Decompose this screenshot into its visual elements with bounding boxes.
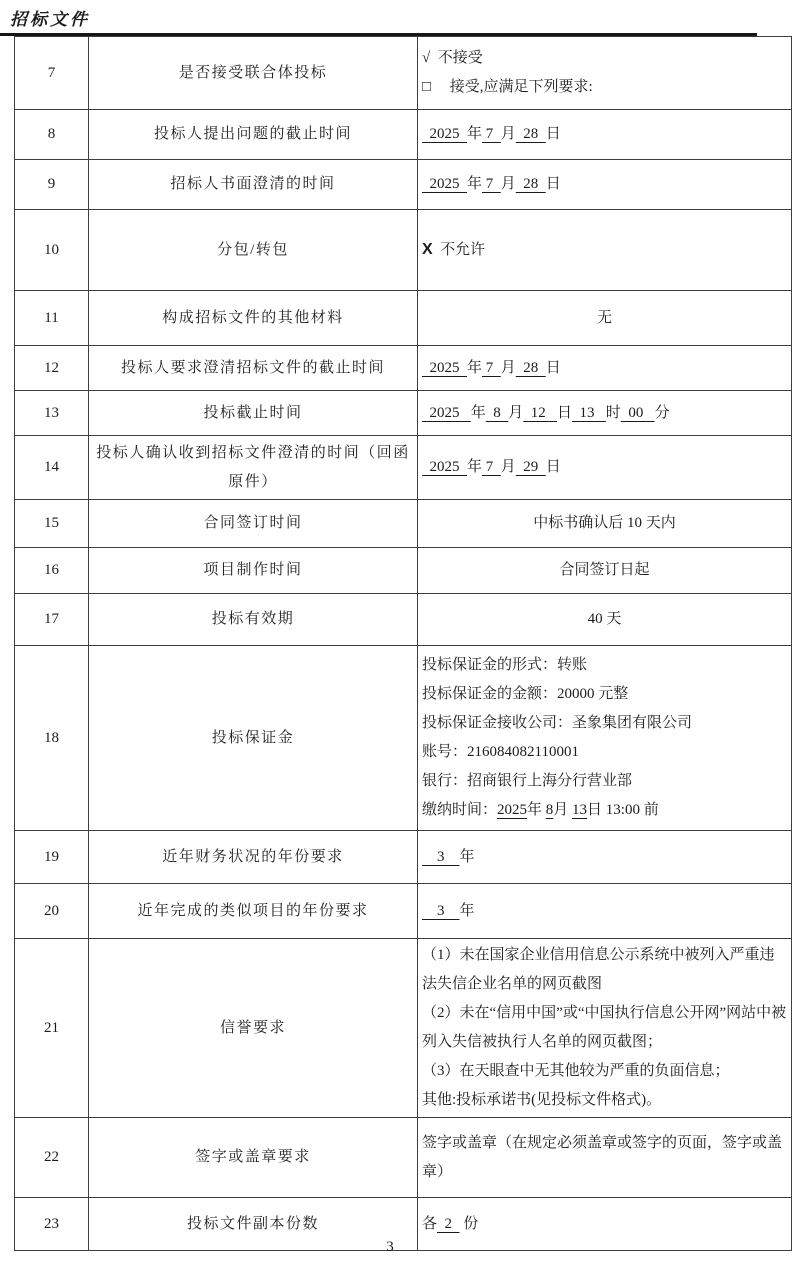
row-label-cell bbox=[89, 37, 418, 110]
blank-underline: 7 bbox=[482, 459, 501, 475]
row-value-cell bbox=[418, 110, 792, 160]
row-value bbox=[422, 453, 787, 482]
table-row bbox=[15, 436, 792, 500]
row-number: 14 bbox=[44, 459, 59, 475]
blank-underline: 7 bbox=[482, 359, 501, 376]
row-value bbox=[422, 897, 787, 926]
value-line bbox=[422, 453, 787, 482]
value-line bbox=[422, 170, 787, 199]
row-number-cell bbox=[15, 884, 89, 939]
row-number-cell bbox=[15, 594, 89, 646]
row-value-cell bbox=[418, 391, 792, 436]
text-segment: 无 bbox=[596, 309, 612, 326]
value-line bbox=[422, 399, 787, 428]
row-number: 8 bbox=[47, 126, 56, 142]
row-value bbox=[422, 1129, 787, 1187]
table-row bbox=[15, 110, 792, 160]
row-value-cell bbox=[418, 548, 792, 594]
value-line bbox=[422, 44, 787, 73]
blank-underline: 28 bbox=[515, 176, 546, 192]
row-label: 投标文件副本份数 bbox=[186, 1215, 319, 1232]
blank-underline: 00 bbox=[620, 404, 655, 421]
row-value-cell bbox=[418, 594, 792, 646]
table-row bbox=[15, 210, 792, 291]
text-segment: 年 bbox=[527, 802, 546, 818]
row-number-cell bbox=[15, 939, 89, 1118]
text-segment: 中标书确认后 10 天内 bbox=[533, 515, 676, 531]
value-line bbox=[422, 1057, 787, 1086]
row-value bbox=[422, 304, 787, 333]
row-label: 分包/转包 bbox=[217, 241, 289, 258]
row-value-cell bbox=[418, 646, 792, 831]
text-segment: 40 天 bbox=[587, 611, 622, 627]
row-number: 17 bbox=[44, 611, 59, 627]
table-row bbox=[15, 37, 792, 110]
value-line bbox=[422, 1210, 787, 1239]
value-line bbox=[422, 651, 787, 680]
value-line bbox=[422, 680, 787, 709]
table-row bbox=[15, 831, 792, 884]
table-row bbox=[15, 884, 792, 939]
tender-parameters-table bbox=[14, 36, 792, 1251]
row-label: 投标有效期 bbox=[211, 611, 295, 628]
row-number: 22 bbox=[44, 1149, 59, 1165]
header-title: 招标文件 bbox=[10, 10, 90, 29]
row-number-cell bbox=[15, 391, 89, 436]
blank-underline: 13 bbox=[572, 802, 588, 818]
text-segment: 其他:投标承诺书(见投标文件格式)。 bbox=[422, 1092, 662, 1108]
row-value-cell bbox=[418, 291, 792, 346]
row-value bbox=[422, 235, 787, 265]
text-segment: 日 bbox=[557, 404, 573, 421]
value-line bbox=[422, 796, 787, 825]
row-label-cell bbox=[89, 391, 418, 436]
text-segment: （2）未在“信用中国”或“中国执行信息公开网”网站中被列入失信被执行人名单的网页截图； bbox=[422, 1005, 787, 1050]
row-label: 项目制作时间 bbox=[203, 562, 303, 579]
row-value-cell bbox=[418, 831, 792, 884]
blank-underline: 13 bbox=[572, 404, 606, 421]
page-number: 3 bbox=[386, 1239, 394, 1255]
row-value-cell bbox=[418, 884, 792, 939]
row-number-cell bbox=[15, 210, 89, 291]
value-line bbox=[422, 509, 787, 538]
row-value bbox=[422, 1210, 787, 1239]
row-label-cell bbox=[89, 548, 418, 594]
table-row bbox=[15, 391, 792, 436]
row-number-cell bbox=[15, 500, 89, 548]
row-label: 投标人要求澄清招标文件的截止时间 bbox=[120, 359, 385, 376]
table-row bbox=[15, 594, 792, 646]
row-label: 构成招标文件的其他材料 bbox=[162, 309, 344, 326]
row-label-cell bbox=[89, 500, 418, 548]
row-number: 11 bbox=[44, 309, 59, 326]
text-segment: 缴纳时间： bbox=[422, 802, 498, 818]
row-number: 23 bbox=[44, 1215, 59, 1232]
row-value-cell bbox=[418, 346, 792, 391]
text-segment: 月 bbox=[500, 176, 516, 192]
blank-underline: 3 bbox=[422, 902, 460, 919]
table-row bbox=[15, 291, 792, 346]
blank-underline: 8 bbox=[545, 802, 554, 818]
value-line bbox=[422, 354, 787, 383]
text-segment: 日 bbox=[545, 126, 561, 142]
value-line bbox=[422, 73, 787, 102]
row-label: 投标人确认收到招标文件澄清的时间（回函原件） bbox=[96, 445, 410, 490]
row-label-cell bbox=[89, 210, 418, 291]
document-footer bbox=[14, 1239, 766, 1256]
text-segment: 月 bbox=[500, 126, 516, 142]
row-label-cell bbox=[89, 291, 418, 346]
table-row bbox=[15, 939, 792, 1118]
row-number-cell bbox=[15, 436, 89, 500]
row-value-cell bbox=[418, 210, 792, 291]
text-segment: 年 bbox=[467, 126, 483, 142]
row-value-cell bbox=[418, 37, 792, 110]
row-value bbox=[422, 651, 787, 825]
blank-underline: 2025 bbox=[422, 359, 467, 376]
value-line bbox=[422, 1086, 787, 1115]
blank-underline: 7 bbox=[482, 126, 501, 142]
blank-underline: 7 bbox=[482, 176, 501, 192]
table-row bbox=[15, 1118, 792, 1198]
text-segment: 合同签订日起 bbox=[559, 562, 650, 578]
row-number-cell bbox=[15, 291, 89, 346]
row-number: 18 bbox=[44, 729, 59, 746]
row-label: 信誉要求 bbox=[219, 1019, 286, 1036]
value-line bbox=[422, 709, 787, 738]
text-segment: 年 bbox=[459, 848, 475, 865]
text-segment: 日 13:00 前 bbox=[587, 802, 659, 818]
row-value bbox=[422, 44, 787, 102]
text-segment: 日 bbox=[545, 359, 561, 376]
blank-underline: 2025 bbox=[497, 802, 528, 818]
blank-underline: 2 bbox=[437, 1215, 460, 1232]
row-label: 投标保证金 bbox=[211, 729, 295, 746]
blank-underline: 28 bbox=[515, 126, 546, 142]
cross-mark: X bbox=[422, 241, 433, 258]
row-number: 7 bbox=[47, 64, 56, 81]
blank-underline: 2025 bbox=[422, 404, 471, 421]
row-number-cell bbox=[15, 831, 89, 884]
blank-underline: 2025 bbox=[422, 126, 467, 142]
row-number: 21 bbox=[44, 1019, 59, 1036]
row-value bbox=[422, 605, 787, 634]
blank-underline: 8 bbox=[485, 404, 509, 421]
row-number: 9 bbox=[47, 176, 56, 192]
text-segment: 签字或盖章（在规定必须盖章或签字的页面，签字或盖章） bbox=[422, 1134, 783, 1180]
value-line bbox=[422, 738, 787, 767]
text-segment: 投标保证金的形式：转账 bbox=[422, 657, 588, 673]
row-value-cell bbox=[418, 500, 792, 548]
value-line bbox=[422, 941, 787, 999]
row-label: 是否接受联合体投标 bbox=[178, 64, 328, 81]
text-segment: 年 bbox=[467, 176, 483, 192]
text-segment: 各 bbox=[422, 1215, 438, 1232]
row-value bbox=[422, 556, 787, 585]
text-segment: 不允许 bbox=[432, 242, 486, 258]
row-label-cell bbox=[89, 1118, 418, 1198]
value-line bbox=[422, 120, 787, 149]
text-segment: 时 bbox=[605, 404, 621, 421]
row-value bbox=[422, 843, 787, 872]
row-value-cell bbox=[418, 1118, 792, 1198]
row-label-cell bbox=[89, 160, 418, 210]
row-label-cell bbox=[89, 594, 418, 646]
row-number-cell bbox=[15, 37, 89, 110]
value-line bbox=[422, 767, 787, 796]
row-label-cell bbox=[89, 646, 418, 831]
text-segment: 年 bbox=[467, 459, 483, 475]
row-number: 15 bbox=[44, 515, 59, 531]
text-segment: 月 bbox=[500, 459, 516, 475]
text-segment: （1）未在国家企业信用信息公示系统中被列入严重违法失信企业名单的网页截图 bbox=[422, 947, 775, 992]
row-label-cell bbox=[89, 110, 418, 160]
row-label-cell bbox=[89, 436, 418, 500]
text-segment: 月 bbox=[508, 404, 524, 421]
row-label: 招标人书面澄清的时间 bbox=[170, 176, 336, 193]
table-row bbox=[15, 346, 792, 391]
row-label: 投标人提出问题的截止时间 bbox=[153, 126, 352, 143]
text-segment: 账号：216084082110001 bbox=[422, 744, 579, 760]
document-header bbox=[0, 0, 757, 36]
row-label: 签字或盖章要求 bbox=[195, 1149, 311, 1166]
row-label: 投标截止时间 bbox=[203, 404, 303, 421]
row-value bbox=[422, 509, 787, 538]
text-segment: 日 bbox=[545, 176, 561, 192]
blank-underline: 29 bbox=[515, 459, 546, 475]
text-segment: 银行：招商银行上海分行营业部 bbox=[422, 773, 633, 789]
row-label: 近年财务状况的年份要求 bbox=[162, 848, 344, 865]
row-label-cell bbox=[89, 831, 418, 884]
row-label: 近年完成的类似项目的年份要求 bbox=[137, 902, 369, 919]
text-segment: 日 bbox=[545, 459, 561, 475]
text-segment: √ 不接受 bbox=[422, 50, 483, 66]
row-number: 12 bbox=[44, 359, 59, 376]
row-label-cell bbox=[89, 346, 418, 391]
row-value bbox=[422, 941, 787, 1115]
row-label-cell bbox=[89, 939, 418, 1118]
row-number-cell bbox=[15, 160, 89, 210]
row-number-cell bbox=[15, 110, 89, 160]
blank-underline: 12 bbox=[523, 404, 558, 421]
value-line bbox=[422, 843, 787, 872]
text-segment: 月 bbox=[500, 359, 516, 376]
row-number-cell bbox=[15, 346, 89, 391]
text-segment: 份 bbox=[459, 1215, 479, 1232]
row-number-cell bbox=[15, 1118, 89, 1198]
table-row bbox=[15, 548, 792, 594]
row-number-cell bbox=[15, 548, 89, 594]
text-segment: （3）在天眼查中无其他较为严重的负面信息； bbox=[422, 1063, 730, 1079]
table-row bbox=[15, 646, 792, 831]
row-number: 16 bbox=[44, 562, 59, 578]
blank-underline: 2025 bbox=[422, 459, 467, 475]
row-value bbox=[422, 170, 787, 199]
row-number: 13 bbox=[44, 404, 59, 421]
row-value bbox=[422, 354, 787, 383]
text-segment: 分 bbox=[654, 404, 670, 421]
row-number: 19 bbox=[44, 848, 59, 865]
row-value-cell bbox=[418, 160, 792, 210]
value-line bbox=[422, 605, 787, 634]
value-line bbox=[422, 304, 787, 333]
blank-underline: 28 bbox=[515, 359, 546, 376]
row-value-cell bbox=[418, 939, 792, 1118]
table-row bbox=[15, 160, 792, 210]
row-value-cell bbox=[418, 436, 792, 500]
row-number: 20 bbox=[44, 902, 59, 919]
value-line bbox=[422, 897, 787, 926]
text-segment: 投标保证金接收公司：圣象集团有限公司 bbox=[422, 715, 693, 731]
value-line bbox=[422, 999, 787, 1057]
blank-underline: 2025 bbox=[422, 176, 467, 192]
value-line bbox=[422, 556, 787, 585]
row-number: 10 bbox=[44, 241, 59, 258]
text-segment: 月 bbox=[553, 802, 573, 818]
row-value bbox=[422, 120, 787, 149]
text-segment: 年 bbox=[470, 404, 486, 421]
table-row bbox=[15, 500, 792, 548]
text-segment: 年 bbox=[459, 902, 475, 919]
value-line bbox=[422, 235, 787, 265]
blank-underline: 3 bbox=[422, 848, 460, 865]
params-table-body bbox=[15, 37, 792, 1251]
text-segment: 投标保证金的金额：20000 元整 bbox=[422, 686, 629, 702]
row-label-cell bbox=[89, 884, 418, 939]
text-segment: □ 接受,应满足下列要求: bbox=[422, 79, 593, 95]
row-label: 合同签订时间 bbox=[203, 515, 303, 532]
value-line bbox=[422, 1129, 787, 1187]
row-number-cell bbox=[15, 646, 89, 831]
row-value bbox=[422, 399, 787, 428]
text-segment: 年 bbox=[467, 359, 483, 376]
